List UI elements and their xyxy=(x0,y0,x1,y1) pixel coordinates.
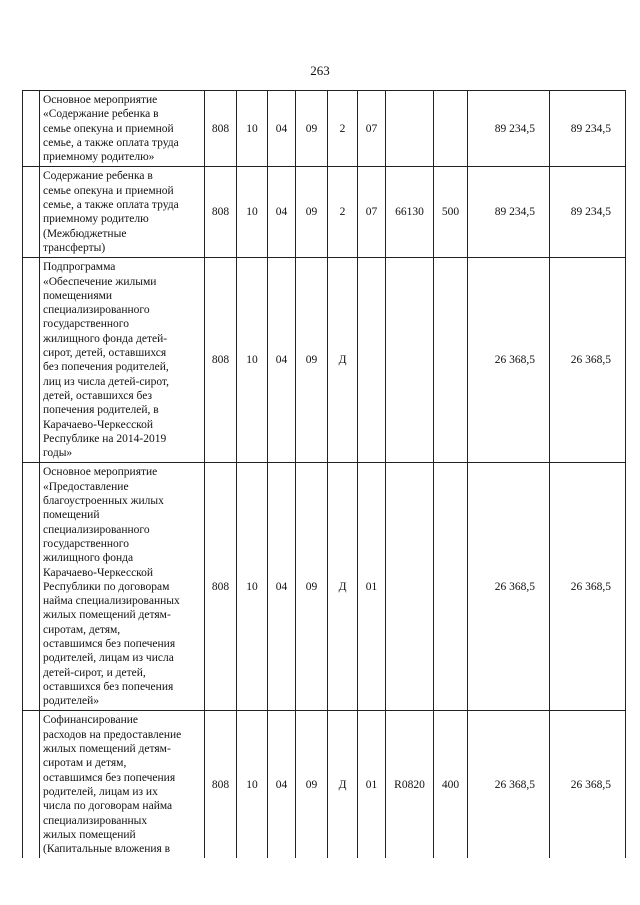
row-name-cell xyxy=(40,711,205,858)
row-name-line: «Обеспечение жилыми xyxy=(43,275,157,288)
amount-cell-1: 26 368,5 xyxy=(468,258,550,463)
subsection-code-cell: 04 xyxy=(268,463,296,711)
program-code-cell: 09 xyxy=(296,91,328,167)
row-name-line: семье опекуна и приемной xyxy=(43,122,174,135)
row-name-line: жилых помещений детям- xyxy=(43,609,171,622)
subprogram-code-cell: 2 xyxy=(328,91,358,167)
row-name-cell xyxy=(40,167,205,258)
row-name-line: лиц из числа детей-сирот, xyxy=(43,375,169,388)
row-name-line: без попечения родителей, xyxy=(43,361,169,374)
ministry-code-cell: 808 xyxy=(205,258,237,463)
amount-cell-1: 89 234,5 xyxy=(468,91,550,167)
expense-type-cell xyxy=(434,258,468,463)
row-name-line: Республике на 2014-2019 xyxy=(43,432,167,445)
measure-code-cell: 07 xyxy=(358,91,386,167)
section-code-cell: 10 xyxy=(237,91,268,167)
row-name-line: родителей, лицам из их xyxy=(43,785,158,798)
ministry-code-cell: 808 xyxy=(205,167,237,258)
row-name-line: помещений xyxy=(43,509,100,522)
ministry-code-cell: 808 xyxy=(205,91,237,167)
amount-cell-2: 89 234,5 xyxy=(550,91,626,167)
row-name-line: сиротам, детям, xyxy=(43,623,121,636)
row-name-cell xyxy=(40,463,205,711)
row-name-line: Карачаево-Черкесской xyxy=(43,566,154,579)
program-code-cell: 09 xyxy=(296,463,328,711)
row-name-line: (Капитальные вложения в xyxy=(43,843,171,856)
row-name-line: родителей» xyxy=(43,695,100,708)
expense-type-cell xyxy=(434,91,468,167)
row-name-line: Республики по договорам xyxy=(43,580,170,593)
budget-table xyxy=(22,90,626,858)
row-name-line: жилищного фонда детей- xyxy=(43,332,168,345)
row-name-line: сиротам и детям, xyxy=(43,757,127,770)
row-name-line: жилищного фонда xyxy=(43,552,134,565)
table-row xyxy=(23,463,626,711)
measure-code-cell: 01 xyxy=(358,711,386,858)
row-name-line: специализированного xyxy=(43,304,150,317)
row-name-line: государственного xyxy=(43,537,129,550)
expense-type-cell: 500 xyxy=(434,167,468,258)
amount-cell-2: 89 234,5 xyxy=(550,167,626,258)
row-name-line: оставшимся без попечения xyxy=(43,637,176,650)
amount-cell-2: 26 368,5 xyxy=(550,463,626,711)
row-name-line: сирот, детей, оставшихся xyxy=(43,347,167,360)
row-name-line: годы» xyxy=(43,447,73,460)
row-name-line: семье опекуна и приемной xyxy=(43,184,174,197)
direction-code-cell xyxy=(386,91,434,167)
direction-code-cell: R0820 xyxy=(386,711,434,858)
page-number: 263 xyxy=(310,63,330,78)
row-name-cell xyxy=(40,258,205,463)
row-name-line: числа по договорам найма xyxy=(43,800,173,813)
direction-code-cell xyxy=(386,463,434,711)
row-name-line: детей-сирот, и детей, xyxy=(43,666,146,679)
row-name-line: Софинансирование xyxy=(43,714,138,727)
measure-code-cell: 07 xyxy=(358,167,386,258)
subprogram-code-cell: Д xyxy=(328,258,358,463)
row-margin-cell xyxy=(23,711,40,858)
row-name-line: Основное мероприятие xyxy=(43,94,158,106)
section-code-cell: 10 xyxy=(237,463,268,711)
row-name-line: (Межбюджетные xyxy=(43,227,127,240)
amount-cell-1: 89 234,5 xyxy=(468,167,550,258)
program-code-cell: 09 xyxy=(296,258,328,463)
row-name-line: оставшихся без попечения xyxy=(43,680,174,693)
expense-type-cell: 400 xyxy=(434,711,468,858)
amount-cell-1: 26 368,5 xyxy=(468,463,550,711)
row-name-line: попечения родителей, в xyxy=(43,404,159,417)
row-name-line: Карачаево-Черкесской xyxy=(43,418,154,431)
section-code-cell: 10 xyxy=(237,711,268,858)
direction-code-cell: 66130 xyxy=(386,167,434,258)
measure-code-cell xyxy=(358,258,386,463)
amount-cell-1: 26 368,5 xyxy=(468,711,550,858)
ministry-code-cell: 808 xyxy=(205,463,237,711)
row-name-line: оставшимся без попечения xyxy=(43,771,176,784)
row-name-line: расходов на предоставление xyxy=(43,728,182,741)
row-margin-cell xyxy=(23,167,40,258)
row-name-line: приемному родителю» xyxy=(43,151,155,164)
row-name-line: Основное мероприятие xyxy=(43,466,158,479)
row-name-line: трансферты) xyxy=(43,241,106,254)
subprogram-code-cell: Д xyxy=(328,463,358,711)
row-name-line: жилых помещений детям- xyxy=(43,743,171,756)
subsection-code-cell: 04 xyxy=(268,91,296,167)
section-code-cell: 10 xyxy=(237,167,268,258)
row-name-line: родителей, лицам из числа xyxy=(43,652,174,665)
row-name-line: семье, а также оплата труда xyxy=(43,199,179,212)
program-code-cell: 09 xyxy=(296,167,328,258)
row-name-line: найма специализированных xyxy=(43,595,180,608)
row-name-line: помещениями xyxy=(43,289,113,302)
row-name-line: Подпрограмма xyxy=(43,261,116,274)
row-name-line: семье, а также оплата труда xyxy=(43,136,179,149)
program-code-cell: 09 xyxy=(296,711,328,858)
row-name-line: «Содержание ребенка в xyxy=(43,108,159,121)
table-row xyxy=(23,258,626,463)
ministry-code-cell: 808 xyxy=(205,711,237,858)
row-name-line: специализированного xyxy=(43,523,150,536)
subsection-code-cell: 04 xyxy=(268,711,296,858)
subprogram-code-cell: Д xyxy=(328,711,358,858)
direction-code-cell xyxy=(386,258,434,463)
amount-cell-2: 26 368,5 xyxy=(550,258,626,463)
row-margin-cell xyxy=(23,91,40,167)
row-name-line: детей, оставшихся без xyxy=(43,389,153,402)
row-name-line: государственного xyxy=(43,318,129,331)
subsection-code-cell: 04 xyxy=(268,258,296,463)
subprogram-code-cell: 2 xyxy=(328,167,358,258)
amount-cell-2: 26 368,5 xyxy=(550,711,626,858)
section-code-cell: 10 xyxy=(237,258,268,463)
row-name-line: благоустроенных жилых xyxy=(43,495,164,508)
table-row xyxy=(23,91,626,167)
row-name-line: «Предоставление xyxy=(43,480,129,493)
row-margin-cell xyxy=(23,258,40,463)
measure-code-cell: 01 xyxy=(358,463,386,711)
row-name-line: приемному родителю xyxy=(43,213,149,226)
subsection-code-cell: 04 xyxy=(268,167,296,258)
table-row xyxy=(23,167,626,258)
row-name-line: Содержание ребенка в xyxy=(43,170,153,183)
table-row xyxy=(23,711,626,858)
row-name-line: жилых помещений xyxy=(43,828,136,841)
row-margin-cell xyxy=(23,463,40,711)
row-name-cell xyxy=(40,91,205,167)
row-name-line: специализированных xyxy=(43,814,148,827)
expense-type-cell xyxy=(434,463,468,711)
